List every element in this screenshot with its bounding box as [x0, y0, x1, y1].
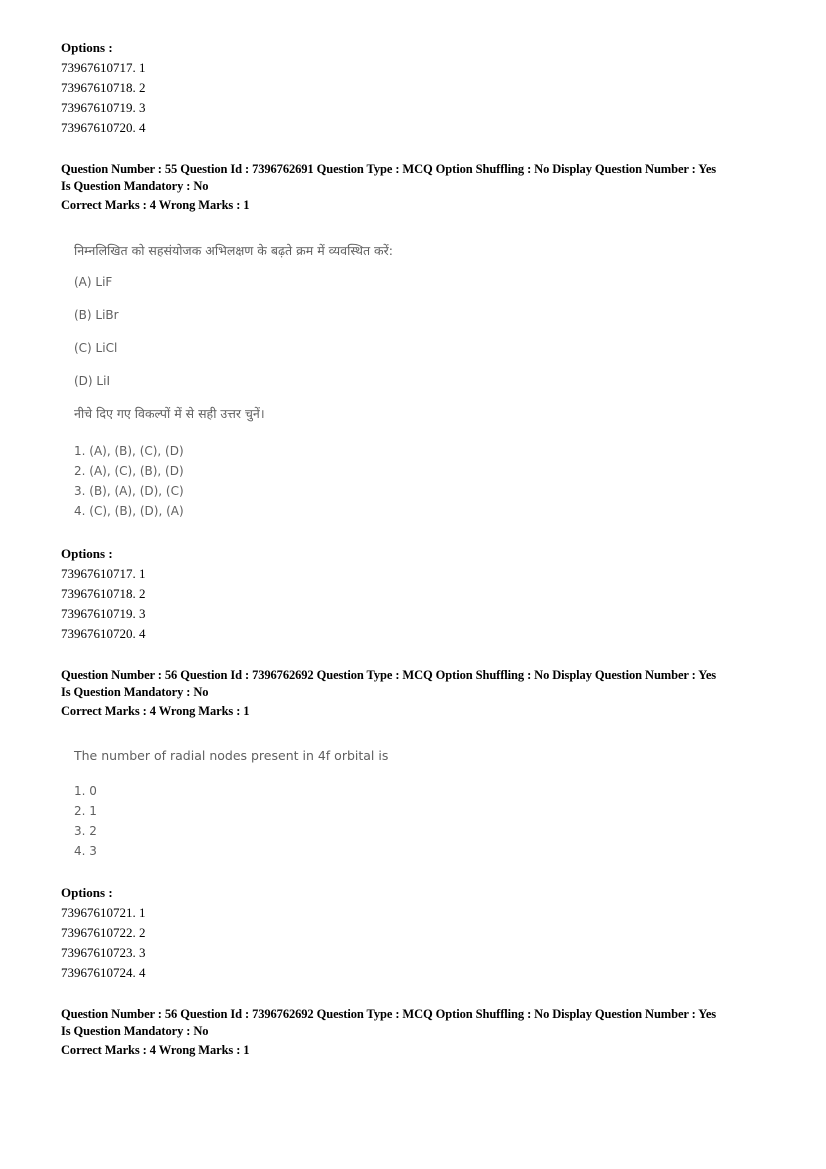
answer-choice: 2. 1: [74, 804, 97, 818]
question-item: (C) LiCl: [74, 341, 118, 355]
question-instruction: नीचे दिए गए विकल्पों में से सही उत्तर चुनें।: [74, 406, 265, 421]
question-56-header: [61, 667, 716, 720]
option-item: 73967610718. 2: [61, 80, 146, 95]
answer-choice: 1. 0: [74, 784, 97, 798]
answer-choice: 3. 2: [74, 824, 97, 838]
answer-choice: 4. (C), (B), (D), (A): [74, 504, 184, 518]
answer-choice: 3. (B), (A), (D), (C): [74, 484, 184, 498]
question-meta: Question Number : 55 Question Id : 7396762691 Question Type : MCQ Option Shuffling : No Display Question Number : Yes: [61, 162, 717, 176]
question-meta: Question Number : 56 Question Id : 7396762692 Question Type : MCQ Option Shuffling : No Display Question Number : Yes: [61, 1007, 717, 1021]
option-item: 73967610718. 2: [61, 586, 146, 601]
options-heading: Options :: [61, 546, 113, 561]
option-item: 73967610719. 3: [61, 606, 146, 621]
question-item: (D) LiI: [74, 374, 110, 388]
question-56-content: [74, 748, 388, 861]
options-block-55: [61, 544, 146, 644]
answer-choice: 4. 3: [74, 844, 97, 858]
answer-choice: 1. (A), (B), (C), (D): [74, 444, 184, 458]
option-item: 73967610720. 4: [61, 120, 146, 135]
question-marks: Correct Marks : 4 Wrong Marks : 1: [61, 704, 250, 718]
question-mandatory: Is Question Mandatory : No: [61, 179, 209, 193]
option-item: 73967610722. 2: [61, 925, 146, 940]
question-marks: Correct Marks : 4 Wrong Marks : 1: [61, 198, 250, 212]
answer-choice: 2. (A), (C), (B), (D): [74, 464, 184, 478]
question-item: (B) LiBr: [74, 308, 119, 322]
question-56-header-repeat: [61, 1006, 716, 1059]
question-item: (A) LiF: [74, 275, 113, 289]
question-stem: निम्नलिखित को सहसंयोजक अभिलक्षण के बढ़ते क्रम में व्यवस्थित करें:: [74, 243, 393, 258]
option-item: 73967610724. 4: [61, 965, 146, 980]
question-mandatory: Is Question Mandatory : No: [61, 1024, 209, 1038]
question-marks: Correct Marks : 4 Wrong Marks : 1: [61, 1043, 250, 1057]
question-mandatory: Is Question Mandatory : No: [61, 685, 209, 699]
question-meta: Question Number : 56 Question Id : 7396762692 Question Type : MCQ Option Shuffling : No Display Question Number : Yes: [61, 668, 717, 682]
option-item: 73967610720. 4: [61, 626, 146, 641]
options-block-top: [61, 38, 146, 138]
options-heading: Options :: [61, 40, 113, 55]
question-stem: The number of radial nodes present in 4f orbital is: [74, 748, 389, 763]
question-55-content: [74, 242, 393, 521]
option-item: 73967610717. 1: [61, 566, 146, 581]
option-item: 73967610721. 1: [61, 905, 146, 920]
option-item: 73967610723. 3: [61, 945, 146, 960]
question-55-header: [61, 161, 716, 214]
options-heading: Options :: [61, 885, 113, 900]
option-item: 73967610719. 3: [61, 100, 146, 115]
option-item: 73967610717. 1: [61, 60, 146, 75]
options-block-56: [61, 883, 146, 983]
